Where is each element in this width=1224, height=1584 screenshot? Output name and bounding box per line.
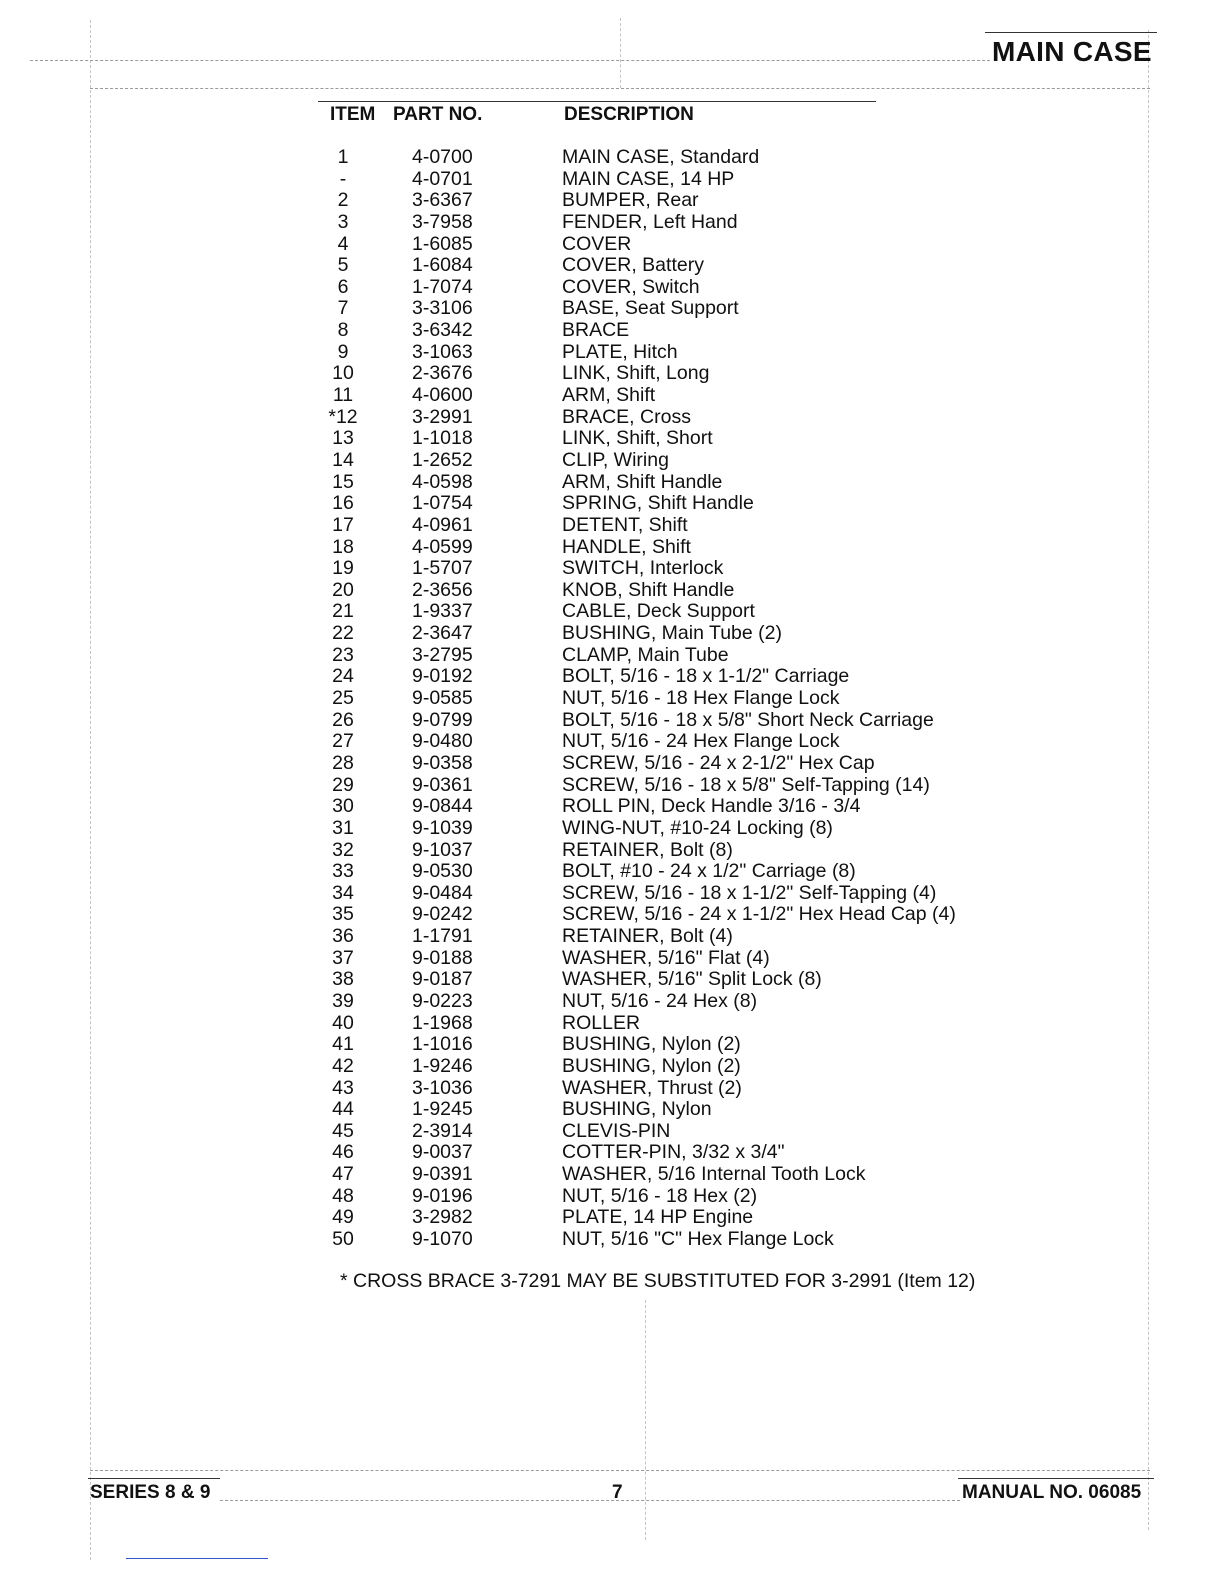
part-description: WING-NUT, #10-24 Locking (8) <box>562 816 833 839</box>
footnote: * CROSS BRACE 3-7291 MAY BE SUBSTITUTED FOR 3-2991 (Item 12) <box>340 1270 976 1292</box>
table-row <box>0 234 1224 256</box>
table-row <box>0 948 1224 970</box>
item-number: 49 <box>332 1206 354 1229</box>
item-number: 15 <box>332 470 354 493</box>
part-number: 3-1036 <box>412 1076 473 1099</box>
item-number: 13 <box>332 427 354 450</box>
part-number: 9-0358 <box>412 751 473 774</box>
part-description: MAIN CASE, Standard <box>562 146 760 168</box>
item-number: - <box>339 167 347 190</box>
table-row <box>0 840 1224 862</box>
part-description: LINK, Shift, Short <box>562 427 713 450</box>
table-row <box>0 753 1224 775</box>
table-row <box>0 147 1224 169</box>
item-number: 19 <box>332 557 354 580</box>
table-row <box>0 601 1224 623</box>
item-number: 31 <box>332 816 354 839</box>
part-number: 3-1063 <box>412 340 473 363</box>
part-description: SCREW, 5/16 - 24 x 1-1/2" Hex Head Cap (4) <box>562 903 956 926</box>
table-row <box>0 342 1224 364</box>
part-number: 2-3914 <box>412 1119 473 1142</box>
table-row <box>0 1056 1224 1078</box>
footer-left-rule <box>88 1478 220 1479</box>
part-description: CABLE, Deck Support <box>562 600 755 623</box>
part-number: 1-9246 <box>412 1054 473 1077</box>
part-description: BRACE, Cross <box>562 405 691 428</box>
part-number: 3-3106 <box>412 297 473 320</box>
part-number: 9-1070 <box>412 1228 473 1251</box>
table-row <box>0 883 1224 905</box>
item-number: 3 <box>337 210 349 233</box>
item-number: 28 <box>332 751 354 774</box>
item-number: 2 <box>337 189 349 212</box>
item-number: 30 <box>332 795 354 818</box>
part-number: 3-6342 <box>412 319 473 342</box>
table-row <box>0 666 1224 688</box>
part-description: PLATE, Hitch <box>562 340 678 363</box>
item-number: 5 <box>337 254 349 277</box>
table-row <box>0 537 1224 559</box>
table-row <box>0 775 1224 797</box>
part-description: SCREW, 5/16 - 18 x 1-1/2" Self-Tapping (4) <box>562 881 937 904</box>
item-number: 26 <box>332 708 354 731</box>
part-description: BASE, Seat Support <box>562 297 739 320</box>
part-description: ROLL PIN, Deck Handle 3/16 - 3/4 <box>562 795 861 818</box>
footer-manual-number: MANUAL NO. 06085 <box>962 1482 1142 1503</box>
part-number: 2-3656 <box>412 578 473 601</box>
part-description: BUSHING, Nylon (2) <box>562 1033 741 1056</box>
part-number: 1-1018 <box>412 427 473 450</box>
part-number: 1-7074 <box>412 275 473 298</box>
item-number: 48 <box>332 1184 354 1207</box>
part-description: ARM, Shift Handle <box>562 470 723 493</box>
part-description: RETAINER, Bolt (8) <box>562 838 733 861</box>
table-row <box>0 407 1224 429</box>
table-row <box>0 861 1224 883</box>
table-top-rule <box>318 101 876 102</box>
bottom-link-underline <box>126 1558 268 1559</box>
table-row <box>0 991 1224 1013</box>
part-description: RETAINER, Bolt (4) <box>562 925 733 948</box>
part-number: 9-0484 <box>412 881 473 904</box>
part-description: NUT, 5/16 - 24 Hex Flange Lock <box>562 730 840 753</box>
part-description: BUSHING, Nylon (2) <box>562 1054 741 1077</box>
table-row <box>0 731 1224 753</box>
item-number: 35 <box>332 903 354 926</box>
table-row <box>0 363 1224 385</box>
part-number: 4-0701 <box>412 167 473 190</box>
part-number: 4-0961 <box>412 513 473 536</box>
part-number: 9-0530 <box>412 860 473 883</box>
table-row <box>0 450 1224 472</box>
item-number: 24 <box>332 665 354 688</box>
part-number: 4-0598 <box>412 470 473 493</box>
item-number: 4 <box>337 232 349 255</box>
item-number: 37 <box>332 946 354 969</box>
part-description: HANDLE, Shift <box>562 535 691 558</box>
part-number: 9-0480 <box>412 730 473 753</box>
part-description: BUSHING, Nylon <box>562 1098 712 1121</box>
part-description: KNOB, Shift Handle <box>562 578 735 601</box>
part-description: BUMPER, Rear <box>562 189 699 212</box>
part-description: SCREW, 5/16 - 24 x 2-1/2" Hex Cap <box>562 751 875 774</box>
part-number: 9-0799 <box>412 708 473 731</box>
table-row <box>0 1034 1224 1056</box>
part-number: 1-1791 <box>412 925 473 948</box>
item-number: 1 <box>337 146 349 168</box>
header-rule-lower <box>90 88 1150 89</box>
part-number: 2-3647 <box>412 622 473 645</box>
part-number: 3-2991 <box>412 405 473 428</box>
item-number: 45 <box>332 1119 354 1142</box>
item-number: 39 <box>332 989 354 1012</box>
footer-right-rule <box>958 1478 1154 1479</box>
part-description: NUT, 5/16 "C" Hex Flange Lock <box>562 1228 834 1251</box>
item-number: 16 <box>332 492 354 515</box>
part-description: ROLLER <box>562 1011 641 1034</box>
part-description: COVER, Battery <box>562 254 704 277</box>
item-number: 34 <box>332 881 354 904</box>
table-row <box>0 1013 1224 1035</box>
part-description: MAIN CASE, 14 HP <box>562 167 735 190</box>
item-number: 33 <box>332 860 354 883</box>
item-number: 9 <box>337 340 349 363</box>
table-row <box>0 623 1224 645</box>
table-row <box>0 493 1224 515</box>
part-number: 1-9337 <box>412 600 473 623</box>
part-number: 9-0361 <box>412 773 473 796</box>
table-row <box>0 277 1224 299</box>
table-row <box>0 1078 1224 1100</box>
item-number: *12 <box>328 405 358 428</box>
part-number: 4-0599 <box>412 535 473 558</box>
part-number: 1-1968 <box>412 1011 473 1034</box>
part-number: 9-0037 <box>412 1141 473 1164</box>
table-row <box>0 580 1224 602</box>
table-row <box>0 969 1224 991</box>
table-row <box>0 1121 1224 1143</box>
part-number: 1-1016 <box>412 1033 473 1056</box>
item-number: 43 <box>332 1076 354 1099</box>
part-description: SCREW, 5/16 - 18 x 5/8" Self-Tapping (14) <box>562 773 930 796</box>
item-number: 25 <box>332 687 354 710</box>
part-number: 1-2652 <box>412 448 473 471</box>
table-row <box>0 255 1224 277</box>
part-description: WASHER, Thrust (2) <box>562 1076 742 1099</box>
part-description: ARM, Shift <box>562 384 656 407</box>
part-number: 9-0187 <box>412 968 473 991</box>
part-description: BUSHING, Main Tube (2) <box>562 622 782 645</box>
part-description: COVER <box>562 232 632 255</box>
center-fold-line-top <box>620 18 621 88</box>
item-number: 36 <box>332 925 354 948</box>
item-number: 41 <box>332 1033 354 1056</box>
header-rule-dashed <box>30 60 990 61</box>
item-number: 17 <box>332 513 354 536</box>
table-row <box>0 190 1224 212</box>
part-description: DETENT, Shift <box>562 513 688 536</box>
part-description: BRACE <box>562 319 630 342</box>
item-number: 29 <box>332 773 354 796</box>
item-number: 6 <box>337 275 349 298</box>
part-number: 3-2982 <box>412 1206 473 1229</box>
table-row <box>0 926 1224 948</box>
part-description: BOLT, #10 - 24 x 1/2" Carriage (8) <box>562 860 856 883</box>
item-number: 20 <box>332 578 354 601</box>
item-number: 8 <box>337 319 349 342</box>
item-number: 40 <box>332 1011 354 1034</box>
item-number: 50 <box>332 1228 354 1251</box>
part-number: 4-0700 <box>412 146 473 168</box>
title-top-rule <box>985 32 1157 33</box>
table-row <box>0 558 1224 580</box>
table-row <box>0 818 1224 840</box>
table-row <box>0 645 1224 667</box>
item-number: 27 <box>332 730 354 753</box>
table-row <box>0 169 1224 191</box>
part-number: 1-5707 <box>412 557 473 580</box>
footer-series: SERIES 8 & 9 <box>90 1482 211 1503</box>
table-row <box>0 212 1224 234</box>
item-number: 11 <box>332 384 354 407</box>
part-number: 1-9245 <box>412 1098 473 1121</box>
part-description: NUT, 5/16 - 18 Hex Flange Lock <box>562 687 840 710</box>
table-row <box>0 1186 1224 1208</box>
table-row <box>0 1142 1224 1164</box>
part-description: WASHER, 5/16" Flat (4) <box>562 946 770 969</box>
table-row <box>0 1229 1224 1251</box>
table-row <box>0 688 1224 710</box>
item-number: 44 <box>332 1098 354 1121</box>
part-description: WASHER, 5/16 Internal Tooth Lock <box>562 1163 866 1186</box>
item-number: 38 <box>332 968 354 991</box>
item-number: 47 <box>332 1163 354 1186</box>
part-description: COVER, Switch <box>562 275 700 298</box>
item-number: 10 <box>332 362 354 385</box>
item-number: 7 <box>337 297 349 320</box>
part-description: LINK, Shift, Long <box>562 362 710 385</box>
item-number: 18 <box>332 535 354 558</box>
part-number: 9-1037 <box>412 838 473 861</box>
column-header-item: ITEM <box>330 104 376 125</box>
table-row <box>0 796 1224 818</box>
section-title: MAIN CASE <box>992 36 1152 67</box>
part-number: 1-0754 <box>412 492 473 515</box>
part-number: 9-0585 <box>412 687 473 710</box>
part-description: NUT, 5/16 - 24 Hex (8) <box>562 989 758 1012</box>
part-description: FENDER, Left Hand <box>562 210 738 233</box>
part-number: 9-0196 <box>412 1184 473 1207</box>
part-number: 9-0242 <box>412 903 473 926</box>
part-description: CLEVIS-PIN <box>562 1119 671 1142</box>
item-number: 21 <box>332 600 354 623</box>
part-number: 9-0844 <box>412 795 473 818</box>
table-row <box>0 515 1224 537</box>
part-number: 3-6367 <box>412 189 473 212</box>
page-number: 7 <box>612 1482 623 1503</box>
center-fold-line-bottom <box>645 1300 646 1540</box>
part-number: 4-0600 <box>412 384 473 407</box>
part-number: 9-1039 <box>412 816 473 839</box>
part-number: 9-0391 <box>412 1163 473 1186</box>
column-header-description: DESCRIPTION <box>564 104 694 125</box>
part-description: SWITCH, Interlock <box>562 557 724 580</box>
part-description: PLATE, 14 HP Engine <box>562 1206 754 1229</box>
column-header-part-no: PART NO. <box>393 104 483 125</box>
part-number: 9-0192 <box>412 665 473 688</box>
table-row <box>0 1099 1224 1121</box>
table-row <box>0 472 1224 494</box>
part-description: NUT, 5/16 - 18 Hex (2) <box>562 1184 758 1207</box>
item-number: 42 <box>332 1054 354 1077</box>
part-number: 9-0188 <box>412 946 473 969</box>
item-number: 32 <box>332 838 354 861</box>
table-row <box>0 1164 1224 1186</box>
parts-list <box>0 147 1224 1251</box>
part-number: 3-7958 <box>412 210 473 233</box>
part-description: COTTER-PIN, 3/32 x 3/4" <box>562 1141 785 1164</box>
part-number: 2-3676 <box>412 362 473 385</box>
item-number: 22 <box>332 622 354 645</box>
table-row <box>0 710 1224 732</box>
table-row <box>0 298 1224 320</box>
table-row <box>0 428 1224 450</box>
item-number: 23 <box>332 643 354 666</box>
item-number: 14 <box>332 448 354 471</box>
table-row <box>0 1207 1224 1229</box>
part-description: BOLT, 5/16 - 18 x 1-1/2" Carriage <box>562 665 850 688</box>
part-number: 3-2795 <box>412 643 473 666</box>
part-description: CLIP, Wiring <box>562 448 669 471</box>
table-row <box>0 385 1224 407</box>
item-number: 46 <box>332 1141 354 1164</box>
part-description: BOLT, 5/16 - 18 x 5/8" Short Neck Carriage <box>562 708 934 731</box>
part-number: 9-0223 <box>412 989 473 1012</box>
part-description: WASHER, 5/16" Split Lock (8) <box>562 968 822 991</box>
footer-rule-lower <box>220 1500 960 1501</box>
footer-rule-upper <box>90 1470 1150 1471</box>
part-number: 1-6085 <box>412 232 473 255</box>
table-row <box>0 320 1224 342</box>
part-description: CLAMP, Main Tube <box>562 643 729 666</box>
part-description: SPRING, Shift Handle <box>562 492 754 515</box>
table-row <box>0 904 1224 926</box>
part-number: 1-6084 <box>412 254 473 277</box>
